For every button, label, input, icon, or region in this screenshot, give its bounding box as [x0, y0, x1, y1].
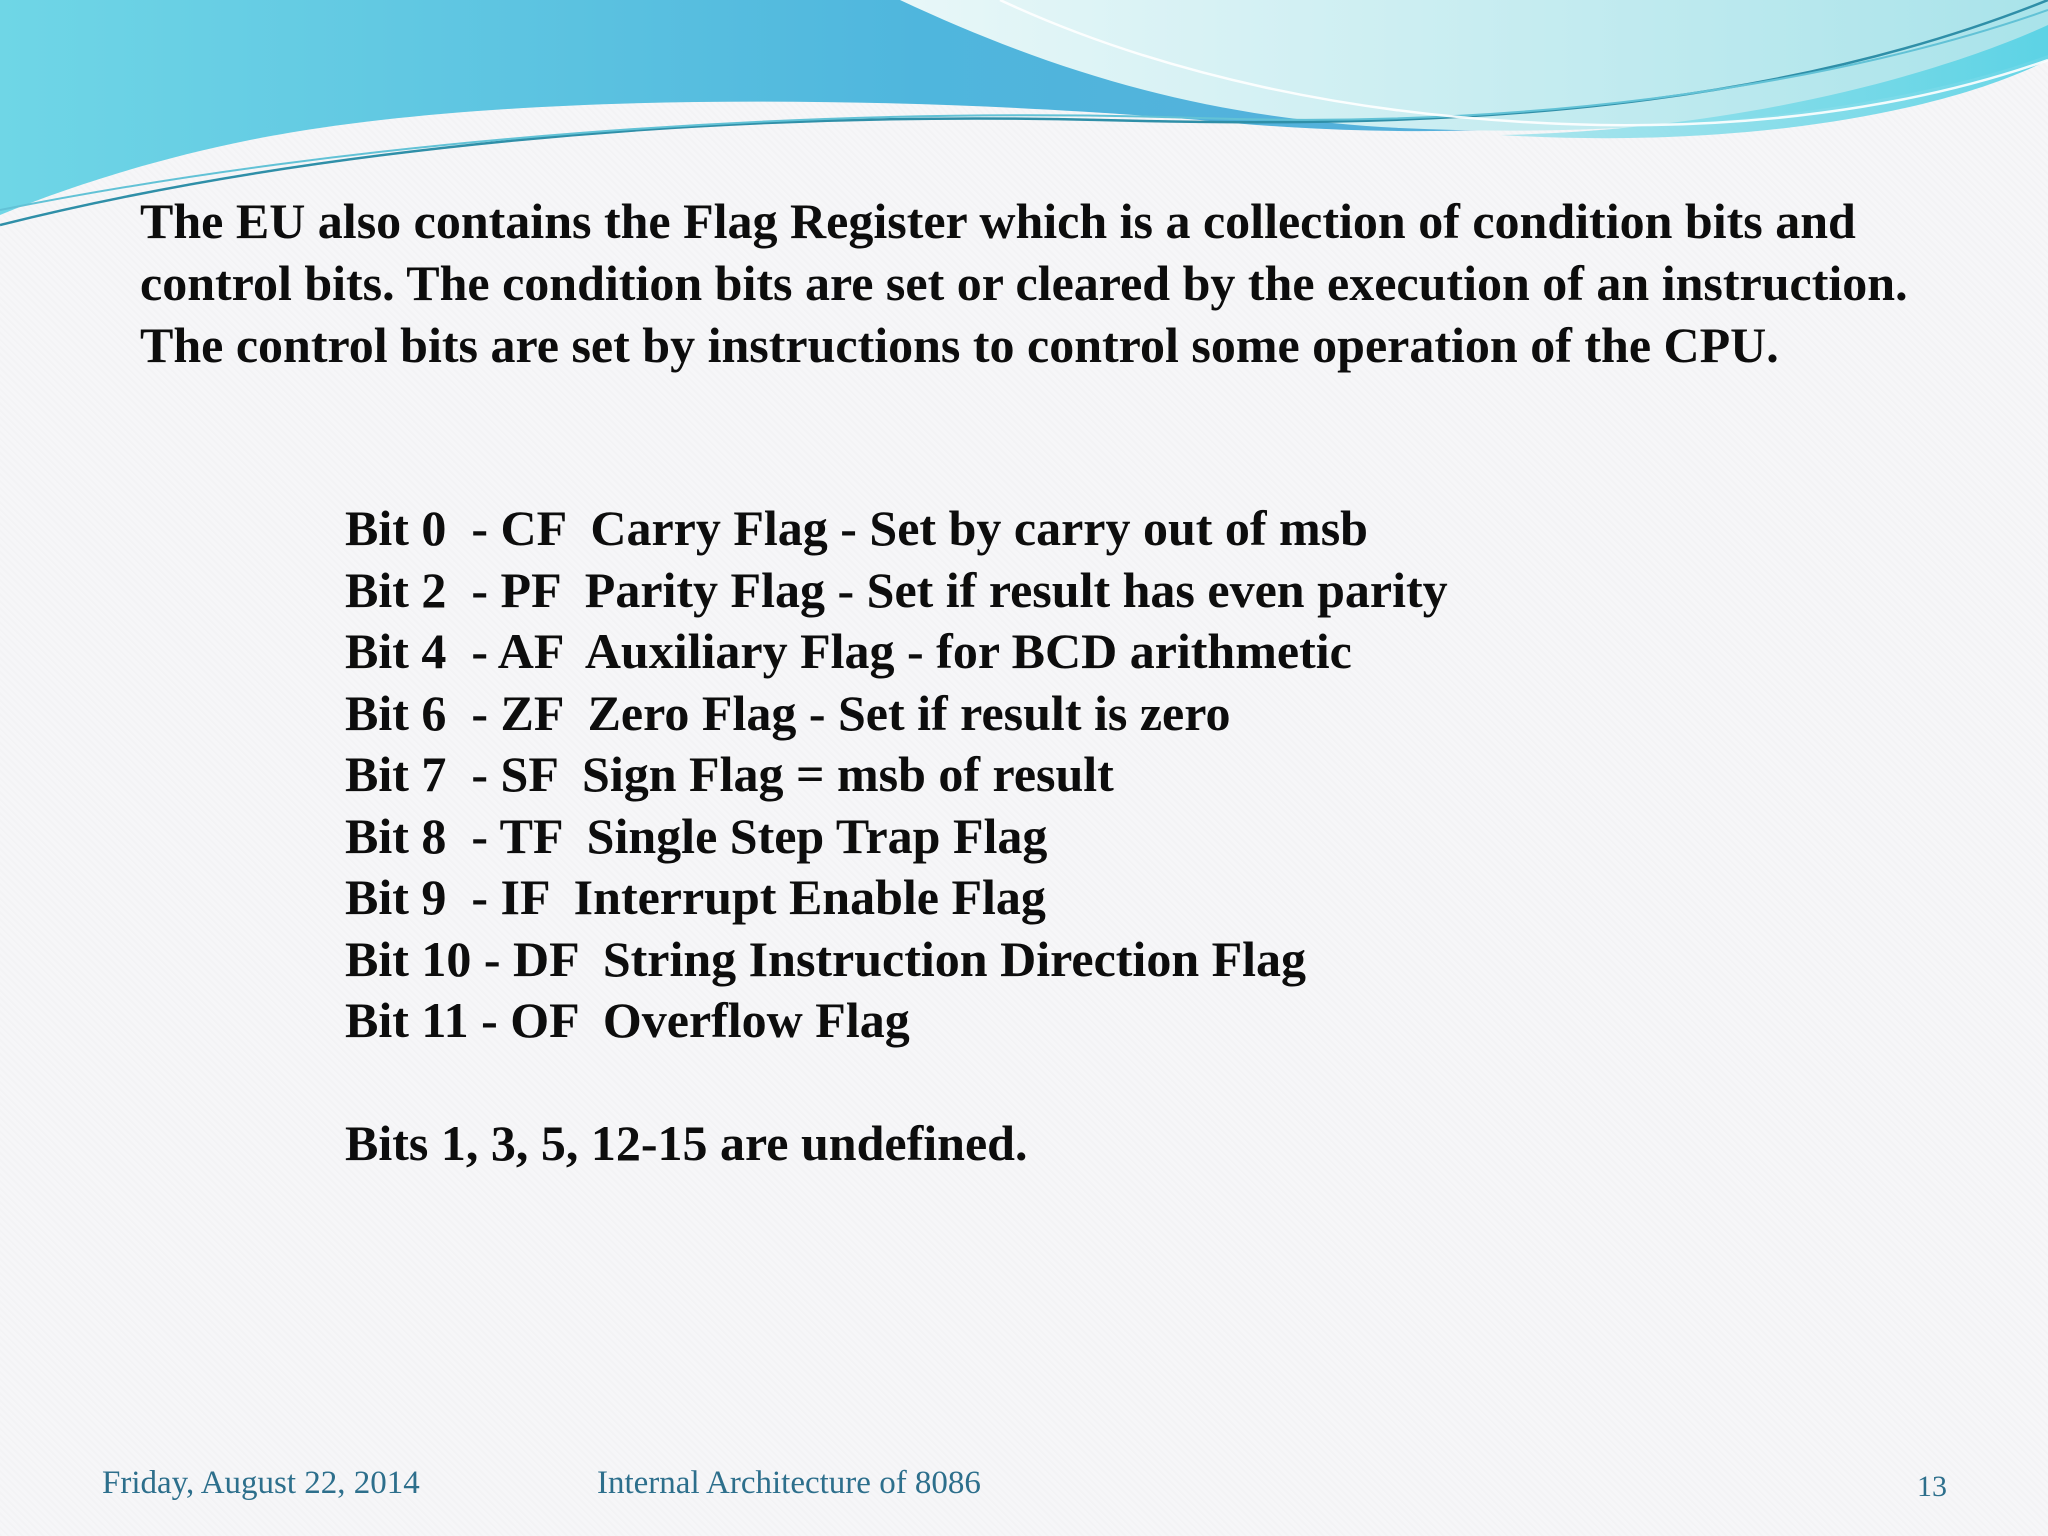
flag-bit-item: Bit 11 - OF Overflow Flag	[345, 992, 910, 1048]
flag-bit-item: Bit 10 - DF String Instruction Direction Flag	[345, 930, 1307, 987]
flag-bit-item: Bit 0 - CF Carry Flag - Set by carry out of msb	[345, 500, 1368, 556]
footer-title: Internal Architecture of 8086	[597, 1465, 981, 1501]
flag-bit-list	[345, 498, 1448, 1052]
undefined-bits-note: Bits 1, 3, 5, 12-15 are undefined.	[345, 1115, 1028, 1171]
flag-bit-item: Bit 9 - IF Interrupt Enable Flag	[345, 869, 1046, 925]
flag-bit-item: Bit 7 - SF Sign Flag = msb of result	[345, 746, 1114, 802]
slide-number: 13	[1917, 1470, 1947, 1503]
flag-bit-item: Bit 8 - TF Single Step Trap Flag	[345, 807, 1048, 864]
flag-bit-item: Bit 6 - ZF Zero Flag - Set if result is zero	[345, 684, 1231, 741]
intro-paragraph: The EU also contains the Flag Register which is a collection of condition bits and control bits. The condition bits are set or cleared by the execution of an instruction. The control bits are set by instructions to control some operation of the CPU.	[140, 193, 1908, 373]
flag-bit-item: Bit 4 - AF Auxiliary Flag - for BCD arithmetic	[345, 623, 1352, 679]
flag-bit-item: Bit 2 - PF Parity Flag - Set if result has even parity	[345, 561, 1448, 618]
footer-date: Friday, August 22, 2014	[102, 1465, 420, 1501]
